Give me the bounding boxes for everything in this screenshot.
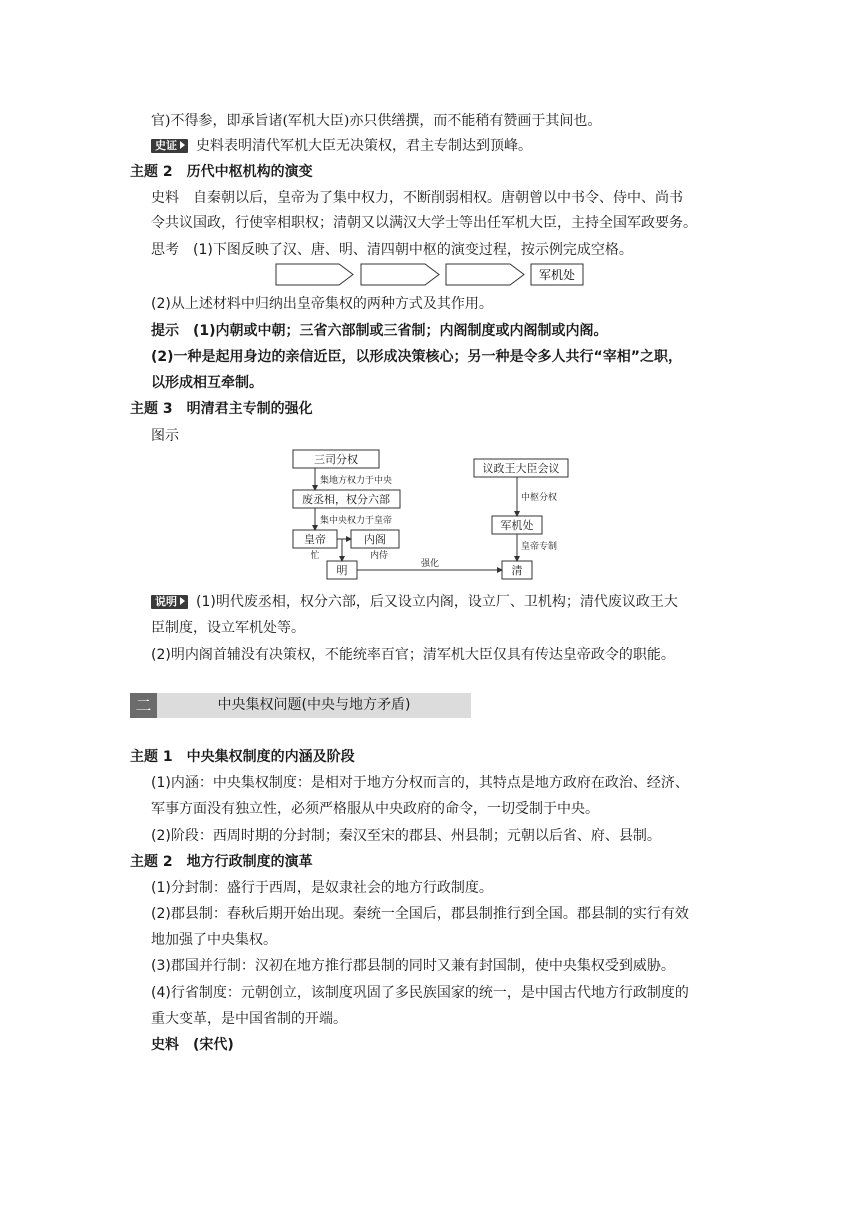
text-line: 地加强了中央集权。 [151, 932, 277, 948]
arrow1-label: 集地方权力于中央 [320, 476, 393, 486]
ming-qing-diagram [285, 445, 585, 585]
topic-heading: 主题 2 历代中枢机构的演变 [130, 164, 313, 180]
evolution-flow-diagram [275, 260, 595, 290]
text-line: 重大变革，是中国省制的开端。 [151, 1011, 347, 1027]
text-line: (1)内涵：中央集权制度：是相对于地方分权而言的，其特点是地方政府在政治、经济、 [151, 775, 689, 791]
topic-heading: 主题 3 明清君主专制的强化 [130, 401, 313, 417]
text-line: (3)郡国并行制：汉初在地方推行郡县制的同时又兼有封国制，使中央集权受到威胁。 [151, 958, 675, 974]
topic-heading: 主题 2 地方行政制度的演革 [130, 854, 313, 870]
sansi-label: 三司分权 [314, 453, 358, 466]
blank-arrow-box-3 [446, 264, 524, 285]
feicheng-label: 废丞相，权分六部 [302, 493, 390, 506]
arrow2-label: 集中央权力于皇帝 [320, 516, 393, 526]
text-line: (1)分封制：盛行于西周，是奴隶社会的地方行政制度。 [151, 880, 493, 896]
section-heading-bar [130, 693, 471, 718]
qing-label: 清 [511, 564, 523, 577]
text-line: 令共议国政，行使宰相职权；清朝又以满汉大学士等出任军机大臣，主持全国军政要务。 [151, 215, 697, 231]
text-line: 官)不得参，即承旨诸(军机大臣)亦只供缮撰，而不能稍有赞画于其间也。 [151, 113, 602, 129]
neige-label: 内阁 [364, 533, 386, 546]
junjichu-label: 军机处 [538, 268, 576, 282]
arrow3-label: 中枢分权 [521, 493, 558, 503]
text-line: 史证 史料表明清代军机大臣无决策权，君主专制达到顶峰。 [151, 136, 532, 156]
junjichu-label: 军机处 [500, 519, 534, 532]
text-line: (2)明内阁首辅没有决策权，不能统率百官；清军机大臣仅具有传达皇帝政令的职能。 [151, 647, 675, 663]
section-title: 中央集权问题(中央与地方矛盾) [217, 697, 411, 713]
text-line: 思考 (1)下图反映了汉、唐、明、清四朝中枢的演变过程，按示例完成空格。 [151, 242, 633, 258]
text-line: 臣制度，设立军机处等。 [151, 620, 305, 636]
section-number: 二 [130, 693, 157, 718]
arrow4-label: 皇帝专制 [521, 542, 558, 552]
qianghua-label: 强化 [420, 559, 440, 569]
topic-heading: 主题 1 中央集权制度的内涵及阶段 [130, 749, 355, 765]
text-line: (2)阶段：西周时期的分封制；秦汉至宋的郡县、州县制；元朝以后省、府、县制。 [151, 828, 661, 844]
mang-label: 忙 [310, 551, 320, 561]
blank-arrow-box-1 [276, 264, 353, 285]
ming-label: 明 [336, 564, 348, 577]
text-line: 史料 (宋代) [151, 1037, 234, 1053]
text-line: (2)郡县制：春秋后期开始出现。秦统一全国后，郡县制推行到全国。郡县制的实行有效 [151, 906, 689, 922]
yizheng-label: 议政王大臣会议 [482, 462, 560, 475]
neishi-label: 内侍 [369, 551, 389, 561]
text-line: (2)从上述材料中归纳出皇帝集权的两种方式及其作用。 [151, 296, 493, 312]
text-line: 提示 (1)内朝或中朝；三省六部制或三省制；内阁制度或内阁制或内阁。 [151, 323, 608, 339]
shizheng-tag: 史证 [151, 139, 188, 153]
text-line: 以形成相互牵制。 [151, 375, 263, 391]
text-line: (4)行省制度：元朝创立，该制度巩固了多民族国家的统一，是中国古代地方行政制度的 [151, 985, 689, 1001]
blank-arrow-box-2 [361, 264, 439, 285]
shuoming-tag: 说明 [151, 595, 188, 609]
huangdi-label: 皇帝 [304, 533, 326, 546]
text-line: 说明 (1)明代废丞相，权分六部，后又设立内阁，设立厂、卫机构；清代废议政王大 [151, 592, 678, 612]
text-line: 军事方面没有独立性，必须严格服从中央政府的命令，一切受制于中央。 [151, 801, 599, 817]
text-line: (2)一种是起用身边的亲信近臣，以形成决策核心；另一种是令多人共行“宰相”之职， [151, 349, 682, 365]
text-line: 图示 [151, 428, 179, 444]
text-line: 史料 自秦朝以后，皇帝为了集中权力，不断削弱相权。唐朝曾以中书令、侍中、尚书 [151, 190, 683, 206]
